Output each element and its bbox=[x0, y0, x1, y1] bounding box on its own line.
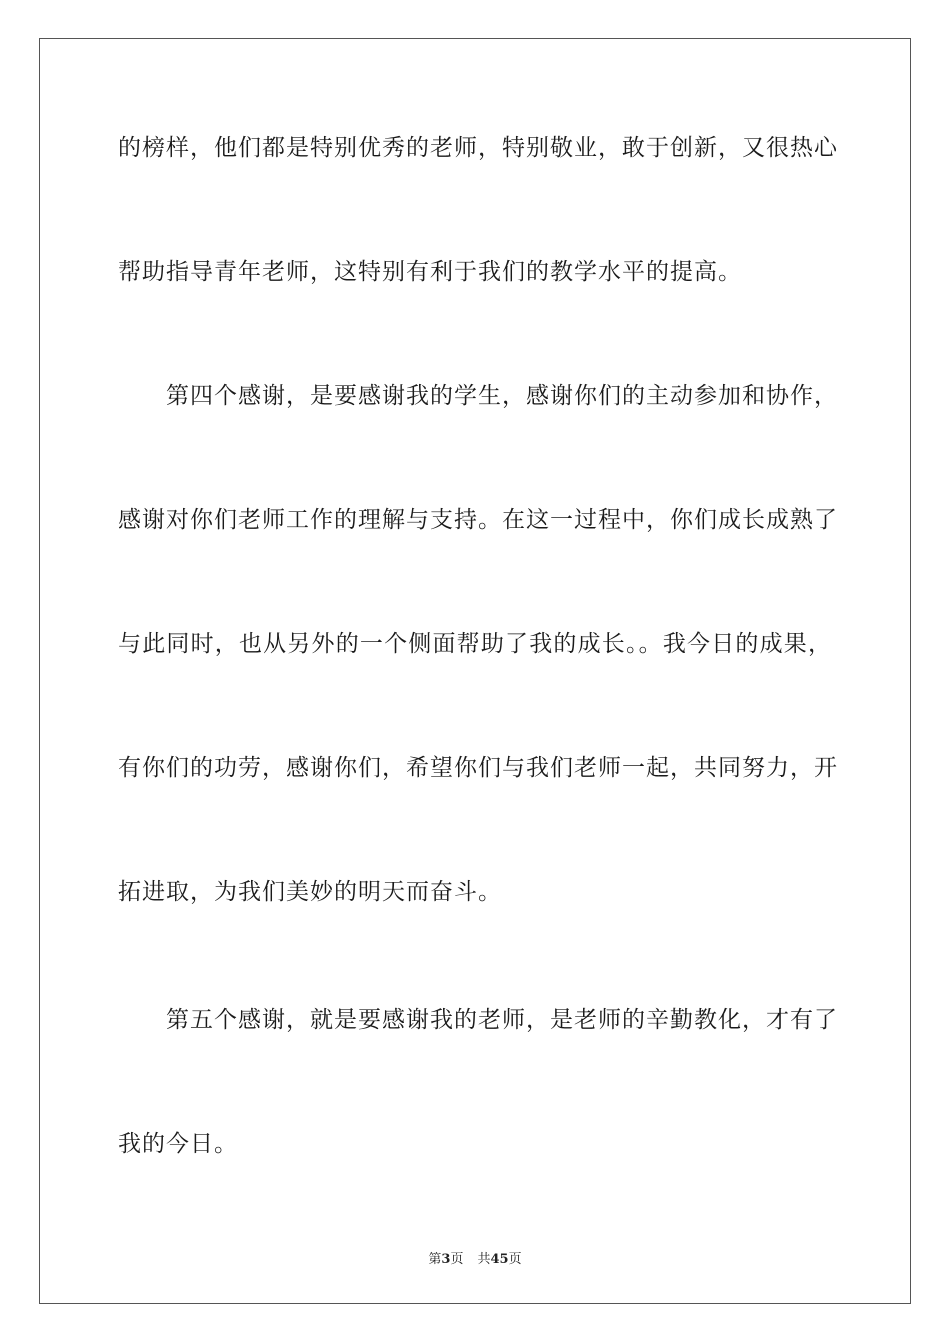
total-suffix: 页 bbox=[508, 1252, 522, 1267]
body-line-4: 感谢对你们老师工作的理解与支持。在这一过程中，你们成长成熟了 bbox=[118, 507, 838, 533]
page-footer bbox=[0, 1248, 950, 1267]
page-border bbox=[39, 38, 911, 1304]
page-current: 3 bbox=[441, 1252, 451, 1267]
body-line-1: 的榜样，他们都是特别优秀的老师，特别敬业，敢于创新，又很热心 bbox=[118, 135, 838, 161]
body-line-3: 第四个感谢，是要感谢我的学生，感谢你们的主动参加和协作， bbox=[118, 383, 838, 409]
page-total: 45 bbox=[490, 1252, 509, 1267]
body-line-8: 第五个感谢，就是要感谢我的老师，是老师的辛勤教化，才有了 bbox=[118, 1007, 838, 1033]
body-line-5: 与此同时，也从另外的一个侧面帮助了我的成长。。我今日的成果， bbox=[118, 631, 832, 657]
total-prefix: 共 bbox=[477, 1252, 491, 1267]
body-line-2: 帮助指导青年老师，这特别有利于我们的教学水平的提高。 bbox=[118, 259, 742, 285]
body-line-6: 有你们的功劳，感谢你们，希望你们与我们老师一起，共同努力，开 bbox=[118, 755, 838, 781]
page-prefix: 第 bbox=[428, 1252, 442, 1267]
page-suffix: 页 bbox=[450, 1252, 464, 1267]
body-line-7: 拓进取，为我们美妙的明天而奋斗。 bbox=[118, 879, 502, 905]
body-line-9: 我的今日。 bbox=[118, 1131, 238, 1157]
